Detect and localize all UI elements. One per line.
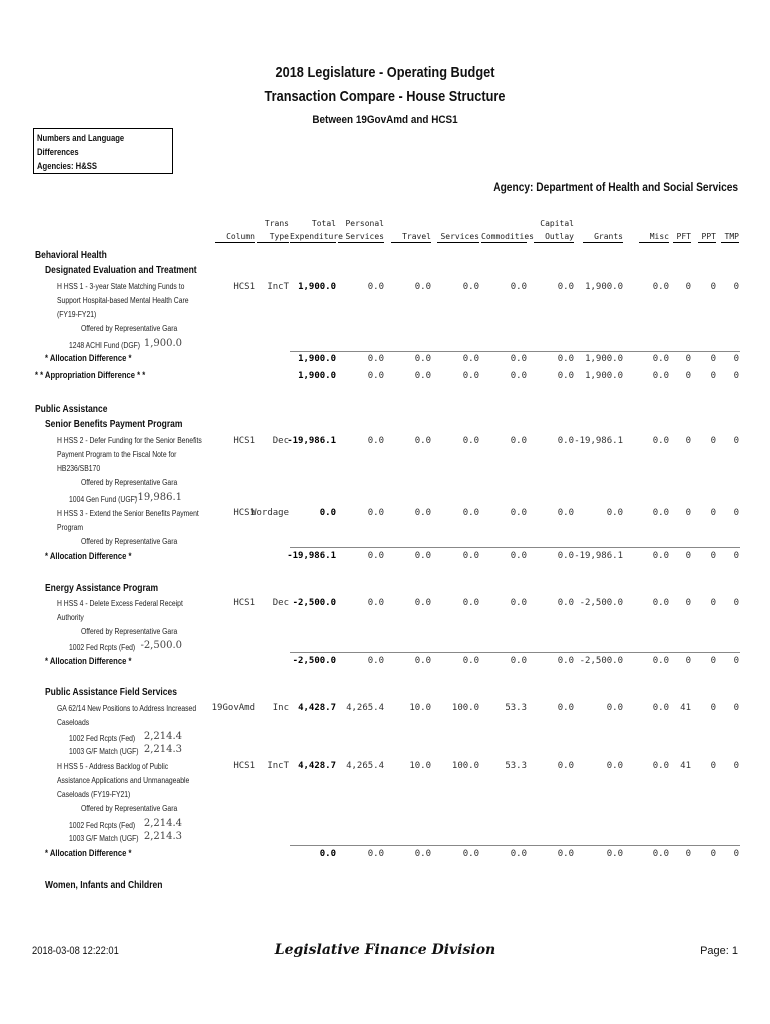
line-item-value: 0.0 xyxy=(462,508,479,518)
line-item-value: 0.0 xyxy=(414,508,431,518)
line-item-value: 0 xyxy=(710,598,716,608)
agency-name: Agency: Department of Health and Social Services xyxy=(493,180,738,194)
fund-amount: 2,214.4 xyxy=(143,818,182,829)
total-expenditure: 1,900.0 xyxy=(298,354,336,364)
line-item-value: 0.0 xyxy=(462,354,479,364)
line-item-value: -19,986.1 xyxy=(574,551,623,561)
line-item-value: 0 xyxy=(733,282,739,292)
division-signature: Legislative Finance Division xyxy=(274,942,496,958)
fund-source: 1002 Fed Rcpts (Fed) xyxy=(69,821,136,830)
section-heading: Designated Evaluation and Treatment xyxy=(45,265,197,276)
line-item-value: 0 xyxy=(710,282,716,292)
column-header: Grants xyxy=(583,232,623,243)
line-item-value: 0.0 xyxy=(510,282,527,292)
column-header: TMP xyxy=(721,232,739,243)
transaction-description: Caseloads (FY19-FY21) xyxy=(57,790,131,799)
line-item-value: 10.0 xyxy=(409,703,431,713)
line-item-value: 0 xyxy=(733,371,739,381)
trans-type: IncT xyxy=(267,761,289,771)
fund-source: 1002 Fed Rcpts (Fed) xyxy=(69,734,136,743)
line-item-value: -2,500.0 xyxy=(579,656,623,666)
line-item-value: 0.0 xyxy=(510,508,527,518)
transaction-description: Payment Program to the Fiscal Note for xyxy=(57,450,177,459)
line-item-value: 100.0 xyxy=(451,761,479,771)
filter-line: Differences xyxy=(37,147,79,157)
offered-by: Offered by Representative Gara xyxy=(81,478,178,487)
line-item-value: 0.0 xyxy=(462,282,479,292)
line-item-value: 0.0 xyxy=(414,551,431,561)
line-item-value: 0.0 xyxy=(462,598,479,608)
line-item-value: 0 xyxy=(685,282,691,292)
line-item-value: 0.0 xyxy=(652,508,669,518)
line-item-value: 0.0 xyxy=(652,849,669,859)
line-item-value: 0.0 xyxy=(462,849,479,859)
fund-source: 1003 G/F Match (UGF) xyxy=(69,747,139,756)
column-header: PPT xyxy=(698,232,716,243)
offered-by: Offered by Representative Gara xyxy=(81,324,178,333)
fund-amount: 2,214.4 xyxy=(143,731,182,742)
allocation-difference-label: * * Appropriation Difference * * xyxy=(35,370,146,380)
section-heading: Public Assistance xyxy=(35,404,108,415)
line-item-value: 0 xyxy=(733,849,739,859)
line-item-value: 0 xyxy=(685,551,691,561)
line-item-value: 0.0 xyxy=(557,436,574,446)
fund-source: 1004 Gen Fund (UGF) xyxy=(69,495,138,504)
line-item-value: -19,986.1 xyxy=(574,436,623,446)
column-value: HCS1 xyxy=(233,436,255,446)
filter-line: Agencies: H&SS xyxy=(37,161,97,171)
line-item-value: 0 xyxy=(710,656,716,666)
transaction-description: H HSS 1 - 3-year State Matching Funds to xyxy=(57,282,185,291)
line-item-value: 0.0 xyxy=(367,598,384,608)
line-item-value: 0 xyxy=(685,508,691,518)
line-item-value: 41 xyxy=(680,761,691,771)
line-item-value: 0.0 xyxy=(510,598,527,608)
line-item-value: 0.0 xyxy=(606,703,623,713)
line-item-value: 0 xyxy=(710,354,716,364)
column-value: HCS1 xyxy=(233,761,255,771)
line-item-value: 0.0 xyxy=(414,598,431,608)
transaction-description: Authority xyxy=(57,613,84,622)
line-item-value: 0.0 xyxy=(510,371,527,381)
line-item-value: 0 xyxy=(733,761,739,771)
section-heading: Behavioral Health xyxy=(35,250,107,261)
total-expenditure: -2,500.0 xyxy=(292,656,336,666)
line-item-value: 0 xyxy=(685,598,691,608)
transaction-description: Program xyxy=(57,523,84,532)
total-rule xyxy=(290,845,740,846)
line-item-value: 0.0 xyxy=(652,436,669,446)
line-item-value: 0.0 xyxy=(557,551,574,561)
allocation-difference-label: * Allocation Difference * xyxy=(45,848,132,858)
transaction-description: Assistance Applications and Unmanageable xyxy=(57,776,190,785)
line-item-value: 0.0 xyxy=(606,508,623,518)
trans-type: Wordage xyxy=(251,508,289,518)
line-item-value: 0.0 xyxy=(557,598,574,608)
line-item-value: 0.0 xyxy=(367,282,384,292)
line-item-value: 53.3 xyxy=(505,761,527,771)
line-item-value: 53.3 xyxy=(505,703,527,713)
line-item-value: 0 xyxy=(710,849,716,859)
total-expenditure: -2,500.0 xyxy=(292,598,336,608)
line-item-value: 0 xyxy=(710,436,716,446)
allocation-difference-label: * Allocation Difference * xyxy=(45,353,132,363)
line-item-value: 0.0 xyxy=(462,371,479,381)
line-item-value: 0 xyxy=(710,551,716,561)
total-expenditure: -19,986.1 xyxy=(287,551,336,561)
line-item-value: 1,900.0 xyxy=(585,354,623,364)
trans-type: IncT xyxy=(267,282,289,292)
line-item-value: 0.0 xyxy=(652,703,669,713)
line-item-value: 0 xyxy=(733,598,739,608)
total-expenditure: 4,428.7 xyxy=(298,761,336,771)
trans-type: Dec xyxy=(272,436,289,446)
section-heading: Women, Infants and Children xyxy=(45,880,163,891)
line-item-value: 0.0 xyxy=(652,598,669,608)
transaction-description: HB236/SB170 xyxy=(57,464,101,473)
fund-amount: 2,214.3 xyxy=(143,744,182,755)
line-item-value: 10.0 xyxy=(409,761,431,771)
transaction-description: Caseloads xyxy=(57,718,90,727)
line-item-value: 1,900.0 xyxy=(585,282,623,292)
fund-amount: 2,214.3 xyxy=(143,831,182,842)
line-item-value: 0.0 xyxy=(606,849,623,859)
column-header-line1: Trans xyxy=(264,219,289,228)
trans-type: Inc xyxy=(272,703,289,713)
line-item-value: 0 xyxy=(733,354,739,364)
column-header-line1: Personal xyxy=(345,219,384,228)
column-value: HCS1 xyxy=(233,598,255,608)
line-item-value: -2,500.0 xyxy=(579,598,623,608)
line-item-value: 0.0 xyxy=(652,761,669,771)
total-rule xyxy=(290,351,740,352)
line-item-value: 0.0 xyxy=(557,656,574,666)
report-subtitle: Transaction Compare - House Structure xyxy=(264,88,506,105)
line-item-value: 0.0 xyxy=(652,371,669,381)
line-item-value: 0 xyxy=(685,849,691,859)
line-item-value: 0.0 xyxy=(367,508,384,518)
line-item-value: 0 xyxy=(685,656,691,666)
line-item-value: 0.0 xyxy=(606,761,623,771)
line-item-value: 0.0 xyxy=(462,551,479,561)
fund-source: 1002 Fed Rcpts (Fed) xyxy=(69,643,136,652)
line-item-value: 0 xyxy=(710,508,716,518)
total-expenditure: 0.0 xyxy=(319,849,336,859)
total-expenditure: 1,900.0 xyxy=(298,371,336,381)
fund-amount: -19,986.1 xyxy=(134,492,182,503)
column-header: Misc xyxy=(639,232,669,243)
line-item-value: 0.0 xyxy=(367,656,384,666)
line-item-value: 0.0 xyxy=(367,551,384,561)
column-header-line2: Type xyxy=(257,232,289,243)
column-header-line2: Expenditure xyxy=(290,232,343,241)
line-item-value: 0.0 xyxy=(414,282,431,292)
line-item-value: 0 xyxy=(710,703,716,713)
line-item-value: 0.0 xyxy=(414,436,431,446)
line-item-value: 4,265.4 xyxy=(346,761,384,771)
transaction-description: H HSS 5 - Address Backlog of Public xyxy=(57,762,169,771)
column-header-line2: Outlay xyxy=(534,232,574,243)
line-item-value: 0.0 xyxy=(414,656,431,666)
section-heading: Public Assistance Field Services xyxy=(45,687,177,698)
fund-amount: 1,900.0 xyxy=(143,338,182,349)
column-header: Commodities xyxy=(481,232,534,241)
report-timestamp: 2018-03-08 12:22:01 xyxy=(32,945,119,957)
line-item-value: 0.0 xyxy=(557,354,574,364)
line-item-value: 0.0 xyxy=(414,354,431,364)
column-value: 19GovAmd xyxy=(211,703,255,713)
total-rule xyxy=(290,652,740,653)
section-heading: Energy Assistance Program xyxy=(45,583,159,594)
line-item-value: 0.0 xyxy=(557,849,574,859)
line-item-value: 0.0 xyxy=(557,703,574,713)
line-item-value: 0 xyxy=(710,761,716,771)
line-item-value: 0.0 xyxy=(462,436,479,446)
column-header: Column xyxy=(215,232,255,243)
line-item-value: 0.0 xyxy=(652,656,669,666)
line-item-value: 0.0 xyxy=(367,436,384,446)
line-item-value: 1,900.0 xyxy=(585,371,623,381)
column-value: HCS1 xyxy=(233,508,255,518)
line-item-value: 0.0 xyxy=(462,656,479,666)
transaction-description: H HSS 4 - Delete Excess Federal Receipt xyxy=(57,599,183,608)
line-item-value: 0.0 xyxy=(557,282,574,292)
section-heading: Senior Benefits Payment Program xyxy=(45,419,183,430)
allocation-difference-label: * Allocation Difference * xyxy=(45,656,132,666)
line-item-value: 0 xyxy=(733,551,739,561)
total-expenditure: 0.0 xyxy=(319,508,336,518)
line-item-value: 0.0 xyxy=(557,508,574,518)
line-item-value: 0.0 xyxy=(367,354,384,364)
line-item-value: 0.0 xyxy=(652,551,669,561)
fund-source: 1248 ACHI Fund (DGF) xyxy=(69,341,141,350)
trans-type: Dec xyxy=(272,598,289,608)
line-item-value: 41 xyxy=(680,703,691,713)
line-item-value: 0.0 xyxy=(652,282,669,292)
line-item-value: 4,265.4 xyxy=(346,703,384,713)
line-item-value: 0 xyxy=(733,436,739,446)
transaction-description: H HSS 3 - Extend the Senior Benefits Payment xyxy=(57,509,199,518)
offered-by: Offered by Representative Gara xyxy=(81,537,178,546)
line-item-value: 0.0 xyxy=(414,849,431,859)
total-expenditure: 4,428.7 xyxy=(298,703,336,713)
line-item-value: 0 xyxy=(733,656,739,666)
total-rule xyxy=(290,547,740,548)
line-item-value: 0 xyxy=(710,371,716,381)
line-item-value: 0 xyxy=(685,436,691,446)
offered-by: Offered by Representative Gara xyxy=(81,804,178,813)
fund-amount: -2,500.0 xyxy=(140,640,182,651)
line-item-value: 0 xyxy=(733,508,739,518)
line-item-value: 0.0 xyxy=(652,354,669,364)
fund-source: 1003 G/F Match (UGF) xyxy=(69,834,139,843)
total-expenditure: 1,900.0 xyxy=(298,282,336,292)
transaction-description: GA 62/14 New Positions to Address Increased xyxy=(57,704,197,713)
column-header: Travel xyxy=(391,232,431,243)
line-item-value: 0.0 xyxy=(367,371,384,381)
line-item-value: 0.0 xyxy=(510,551,527,561)
total-expenditure: -19,986.1 xyxy=(287,436,336,446)
line-item-value: 0.0 xyxy=(510,354,527,364)
column-header: PFT xyxy=(673,232,691,243)
page-number: Page: 1 xyxy=(700,945,738,957)
line-item-value: 0 xyxy=(733,703,739,713)
column-header-line1: Total xyxy=(311,219,336,228)
line-item-value: 0.0 xyxy=(367,849,384,859)
line-item-value: 0 xyxy=(685,354,691,364)
report-title: 2018 Legislature - Operating Budget xyxy=(275,64,495,81)
line-item-value: 100.0 xyxy=(451,703,479,713)
transaction-description: (FY19-FY21) xyxy=(57,310,97,319)
line-item-value: 0.0 xyxy=(557,371,574,381)
column-header-line1: Capital xyxy=(540,219,574,228)
transaction-description: H HSS 2 - Defer Funding for the Senior Benefits xyxy=(57,436,202,445)
filter-box xyxy=(33,128,173,174)
line-item-value: 0 xyxy=(685,371,691,381)
line-item-value: 0.0 xyxy=(510,656,527,666)
offered-by: Offered by Representative Gara xyxy=(81,627,178,636)
line-item-value: 0.0 xyxy=(510,436,527,446)
transaction-description: Support Hospital-based Mental Health Care xyxy=(57,296,189,305)
allocation-difference-label: * Allocation Difference * xyxy=(45,551,132,561)
column-header: Services xyxy=(437,232,479,243)
line-item-value: 0.0 xyxy=(414,371,431,381)
filter-line: Numbers and Language xyxy=(37,133,125,143)
column-header-line2: Services xyxy=(338,232,384,243)
line-item-value: 0.0 xyxy=(510,849,527,859)
column-value: HCS1 xyxy=(233,282,255,292)
line-item-value: 0.0 xyxy=(557,761,574,771)
report-comparison: Between 19GovAmd and HCS1 xyxy=(312,114,458,126)
